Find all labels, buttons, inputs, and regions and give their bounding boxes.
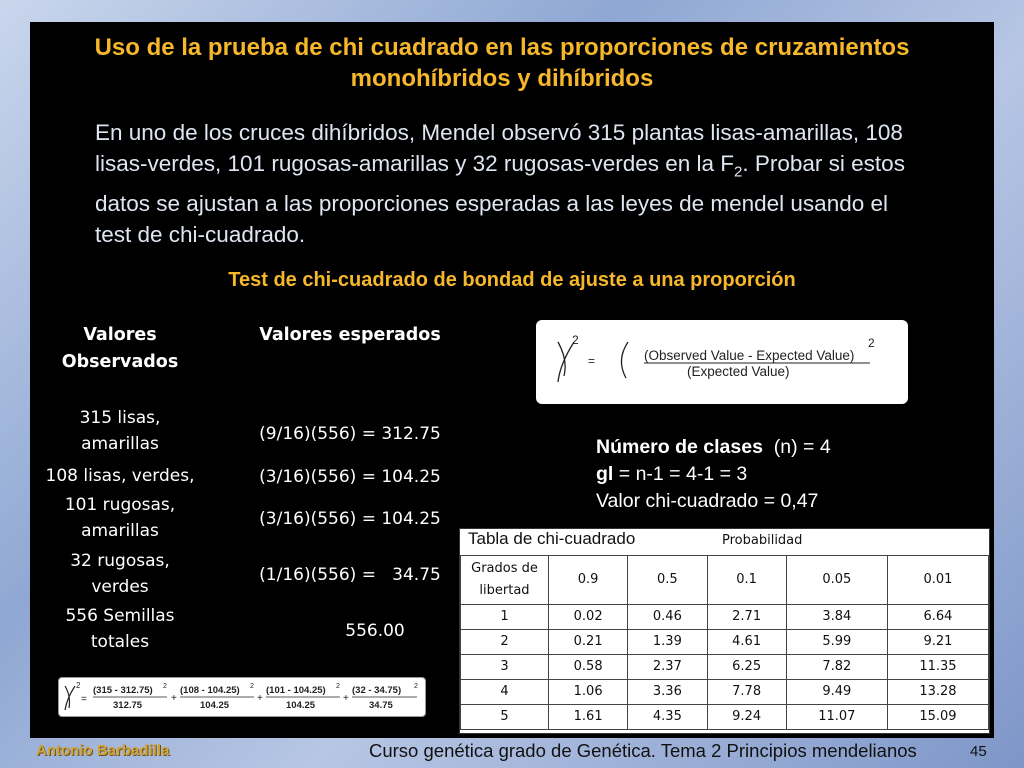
table-row [461,629,989,654]
chi-table-grid [460,529,989,730]
expected-row-4: (1/16)(556) = 34.75 [259,565,441,585]
observed-row-4-line2: verdes [91,577,149,597]
problem-subscript: 2 [734,163,743,181]
calc-plus: + [343,693,349,704]
observed-row-5-line1: 556 Semillas [65,606,175,626]
course-footer: Curso genética grado de Genética. Tema 2 Principios mendelianos [369,740,917,761]
value-cell: 13.28 [887,679,988,704]
observed-row-2: 108 lisas, verdes, [45,466,195,486]
probability-label: Probabilidad [722,533,803,548]
info-block [596,434,831,515]
observed-row-3-line2: amarillas [81,521,159,541]
gl-label: gl [596,463,614,485]
page-number: 45 [970,743,987,760]
formula-numerator: (Observed Value - Expected Value) [644,348,855,363]
observed-row-3-line1: 101 rugosas, [64,495,176,515]
value-cell: 0.46 [628,604,707,629]
df-header-line2: libertad [479,582,530,598]
classes-value: (n) = 4 [773,436,831,458]
observed-header-line1: Valores [83,325,157,345]
value-cell: 9.21 [887,629,988,654]
value-cell: 2.71 [707,604,786,629]
prob-header: 0.01 [887,555,988,604]
term2-numerator: (108 - 104.25) [180,685,240,696]
observed-row-5-line2: totales [90,632,150,652]
formula-denominator: (Expected Value) [687,364,790,379]
gl-line [596,461,831,488]
chi-symbol-icon [558,342,574,382]
expected-row-1: (9/16)(556) = 312.75 [259,424,441,444]
term4-numerator: (32 - 34.75) [352,685,402,696]
term1-numerator: (315 - 312.75) [93,685,153,696]
slide-title: Uso de la prueba de chi cuadrado en las proporciones de cruzamientos monohíbridos y dihíbridos [94,34,910,92]
value-cell: 11.35 [887,654,988,679]
prob-header: 0.1 [707,555,786,604]
value-cell: 11.07 [786,704,887,729]
numerator-exponent: 2 [868,336,875,350]
value-cell: 2.37 [628,654,707,679]
observed-row-4-line1: 32 rugosas, [70,551,170,571]
term1-denominator: 312.75 [113,700,143,711]
value-cell: 0.21 [549,629,628,654]
df-header-line1: Grados de [471,560,538,576]
calc-plus: + [257,693,263,704]
term1-exponent: 2 [163,683,167,690]
expected-row-3: (3/16)(556) = 104.25 [259,509,441,529]
observed-row-1-line1: 315 lisas, [79,408,161,428]
value-cell: 15.09 [887,704,988,729]
observed-header [40,322,200,376]
value-cell: 9.24 [707,704,786,729]
value-cell: 6.64 [887,604,988,629]
value-cell: 6.25 [707,654,786,679]
chi-calculation [58,677,426,717]
formula-equals: = [588,354,596,368]
df-cell: 3 [461,654,549,679]
chi-table-title: Tabla de chi-cuadrado [468,529,636,548]
observed-row-1 [30,405,210,457]
expected-header: Valores esperados [259,325,441,345]
gl-value: = n-1 = 4-1 = 3 [618,463,748,485]
df-cell: 5 [461,704,549,729]
observed-row-1-line2: amarillas [81,434,159,454]
calculation-graphic [59,678,425,716]
observed-row-5 [30,603,210,655]
table-row [461,604,989,629]
chi-symbol-icon [65,686,75,710]
value-cell: 7.78 [707,679,786,704]
df-cell: 4 [461,679,549,704]
value-cell: 9.49 [786,679,887,704]
classes-line [596,434,831,461]
term4-denominator: 34.75 [369,700,393,711]
problem-text-2: . Probar si estos datos se ajustan a las proporciones esperadas a las leyes de mendel usando el test de chi-cuadrado. [95,151,905,247]
prob-header: 0.9 [549,555,628,604]
expected-total: 556.00 [345,621,405,641]
calc-equals: = [81,694,87,705]
chi-exponent: 2 [572,333,579,347]
classes-label: Número de clases [596,436,763,458]
section-subtitle: Test de chi-cuadrado de bondad de ajuste a una proporción [228,269,796,291]
formula-graphic [536,320,908,404]
chi-value-line: Valor chi-cuadrado = 0,47 [596,490,819,512]
chi-square-formula [536,320,908,404]
term4-exponent: 2 [414,683,418,690]
term3-exponent: 2 [336,683,340,690]
problem-statement [95,117,915,250]
table-row [461,704,989,729]
term3-numerator: (101 - 104.25) [266,685,326,696]
observed-header-line2: Observados [61,352,179,372]
author-name: Antonio Barbadilla [36,742,170,759]
value-cell: 4.35 [628,704,707,729]
calc-plus: + [171,693,177,704]
expected-row-2: (3/16)(556) = 104.25 [259,467,441,487]
value-cell: 3.84 [786,604,887,629]
value-cell: 0.02 [549,604,628,629]
value-cell: 1.06 [549,679,628,704]
value-cell: 0.58 [549,654,628,679]
calc-exponent: 2 [76,681,81,690]
df-cell: 2 [461,629,549,654]
problem-text-1: En uno de los cruces dihíbridos, Mendel observó 315 plantas lisas-amarillas, 108 lisas-verdes, 101 rugosas-amarillas y 32 rugosas-verdes en la F [95,120,903,176]
value-cell: 3.36 [628,679,707,704]
term3-denominator: 104.25 [286,700,316,711]
value-cell: 7.82 [786,654,887,679]
observed-row-3 [30,492,210,544]
table-row [461,679,989,704]
sigma-symbol-icon [621,342,628,378]
df-header [461,555,549,604]
value-cell: 1.39 [628,629,707,654]
prob-header: 0.5 [628,555,707,604]
term2-exponent: 2 [250,683,254,690]
term2-denominator: 104.25 [200,700,230,711]
df-cell: 1 [461,604,549,629]
value-cell: 4.61 [707,629,786,654]
prob-header: 0.05 [786,555,887,604]
chi-square-table [459,528,990,734]
value-cell: 5.99 [786,629,887,654]
value-cell: 1.61 [549,704,628,729]
observed-row-4 [30,548,210,600]
table-row [461,654,989,679]
